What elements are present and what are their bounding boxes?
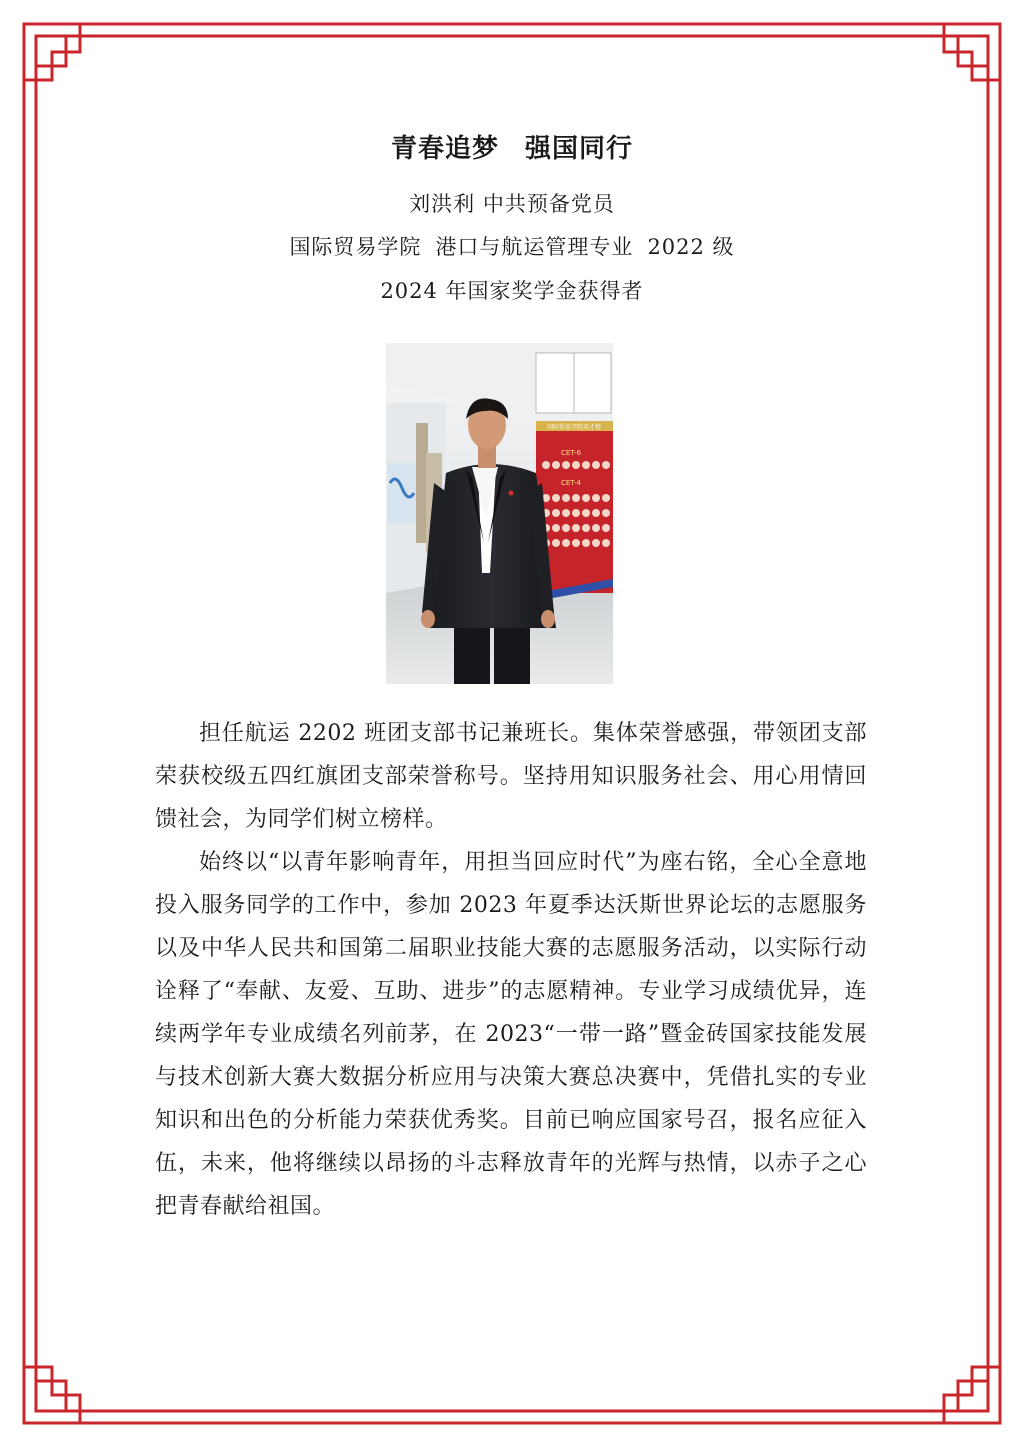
board-cet6: CET-6	[561, 449, 581, 457]
name-line: 刘洪利 中共预备党员	[409, 192, 615, 216]
major: 港口与航运管理专业	[435, 235, 634, 259]
college: 国际贸易学院	[289, 235, 422, 259]
title-left: 青春追梦	[390, 134, 499, 164]
paragraph-1: 担任航运 2202 班团支部书记兼班长。集体荣誉感强，带领团支部荣获校级五四红旗团支部荣誉称号。坚持用知识服务社会、用心用情回馈社会，为同学们树立榜样。	[155, 721, 867, 832]
award-line: 2024 年国家奖学金获得者	[380, 279, 644, 303]
body-text	[155, 712, 867, 1228]
portrait-photo	[386, 343, 613, 684]
page-title	[0, 128, 1024, 165]
grade: 2022 级	[647, 235, 735, 259]
title-right: 强国同行	[525, 134, 634, 164]
affiliation-line	[0, 231, 1024, 261]
paragraph-2: 始终以“以青年影响青年，用担当回应时代”为座右铭，全心全意地投入服务同学的工作中，参加 2023 年夏季达沃斯世界论坛的志愿服务以及中华人民共和国第二届职业技能大赛的志愿服务活动，以实际行动诠释了“奉献、友爱、互助、进步”的志愿精神。专业学习成绩优异，连续两学年专业成绩名列前茅，在 2023“一带一路”暨金砖国家技能发展与技术创新大赛大数据分析应用与决策大赛总决赛中，凭借扎实的专业知识和出色的分析能力荣获优秀奖。目前已响应国家号召，报名应征入伍，未来，他将继续以昂扬的斗志释放青年的光辉与热情，以赤子之心把青春献给祖国。	[155, 850, 867, 1219]
board-banner: 国际贸易学院英才榜	[546, 424, 602, 431]
board-cet4: CET-4	[561, 479, 581, 487]
